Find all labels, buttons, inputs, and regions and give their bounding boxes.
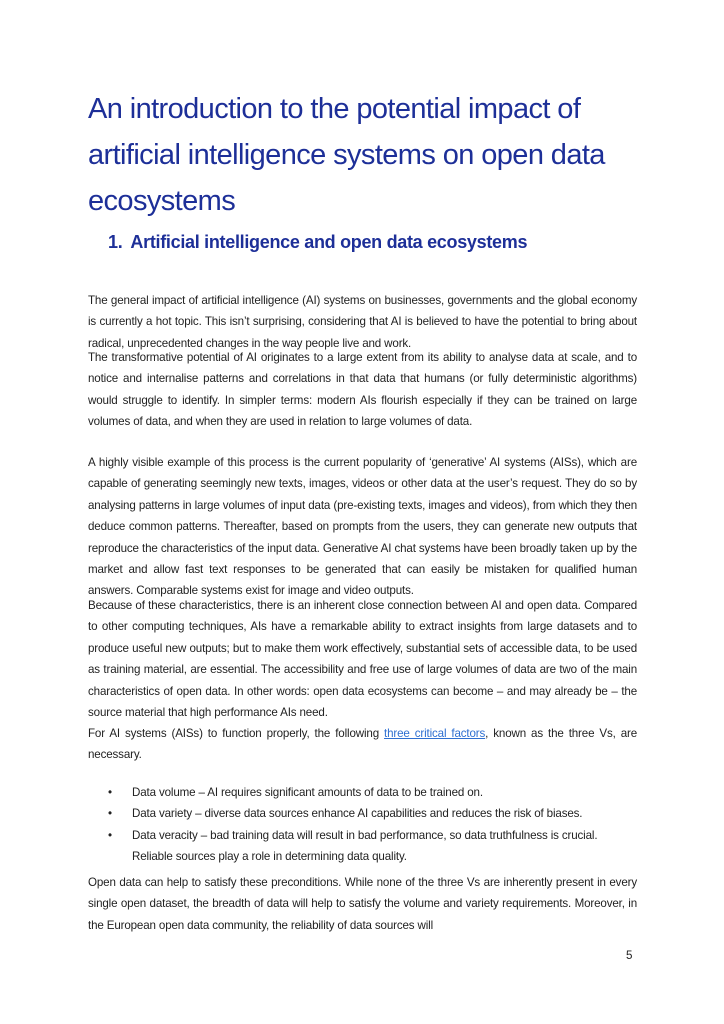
paragraph: The general impact of artificial intelligence (AI) systems on businesses, governments and the global economy is currently a hot topic. This isn’t surprising, considering that AI is believed to have the potential to bring about radical, unprecedented changes in the way people live and work. xyxy=(88,294,637,350)
factors-paragraph xyxy=(88,723,637,766)
list-item: • Data veracity – bad training data will result in bad performance, so data truthfulness is crucial. Reliable sources play a role in determining data quality. xyxy=(88,825,637,868)
page-number: 5 xyxy=(626,949,633,962)
list-item: • Data volume – AI requires significant amounts of data to be trained on. xyxy=(88,782,637,803)
list-item: • Data variety – diverse data sources enhance AI capabilities and reduces the risk of biases. xyxy=(88,803,637,824)
paragraph: The transformative potential of AI originates to a large extent from its ability to analyse data at scale, and to notice and internalise patterns and correlations in that data that humans (or fully deterministic algorithms) would struggle to identify. In simpler terms: modern AIs flourish especially if they can be trained on large volumes of data, and when they are used in relation to large volumes of data. xyxy=(88,351,637,429)
section-heading xyxy=(108,232,535,253)
three-vs-list xyxy=(88,782,637,868)
text: , known as the three Vs, are necessary. xyxy=(88,727,638,762)
text: For AI systems (AISs) to function properly, the following xyxy=(88,727,385,740)
section-number: 1. xyxy=(108,232,123,252)
three-critical-factors-link[interactable]: three critical factors xyxy=(384,727,486,740)
paragraph: A highly visible example of this process is the current popularity of ‘generative’ AI systems (AISs), which are capable of generating seemingly new texts, images, videos or other data at the user’s request. They do so by analysing patterns in large volumes of input data (pre-existing texts, images and videos), from which they then deduce common patterns. Thereafter, based on prompts from the users, they can generate new outputs that reproduce the characteristics of the input data. Generative AI chat systems have been broadly taken up by the market and allow fast text responses to be generated that can easily be mistaken for qualified human answers. Comparable systems exist for image and video outputs. xyxy=(88,456,637,598)
paragraph: Open data can help to satisfy these preconditions. While none of the three Vs are inherently present in every single open dataset, the breadth of data will help to satisfy the volume and variety requirements. Moreover, in the European open data community, the reliability of data sources will xyxy=(88,876,637,932)
document-title: An introduction to the potential impact of artificial intelligence systems on open data ecosystems xyxy=(88,93,605,217)
paragraph: Because of these characteristics, there is an inherent close connection between AI and open data. Compared to other computing techniques, AIs have a remarkable ability to extract insights from large datasets and to produce useful new outputs; but to make them work effectively, substantial sets of accessible data, to be used as training material, are essential. The accessibility and free use of large volumes of data are two of the main characteristics of open data. In other words: open data ecosystems can become – and may already be – the source material that high performance AIs need. xyxy=(88,599,637,720)
section-title: Artificial intelligence and open data ecosystems xyxy=(130,232,528,252)
